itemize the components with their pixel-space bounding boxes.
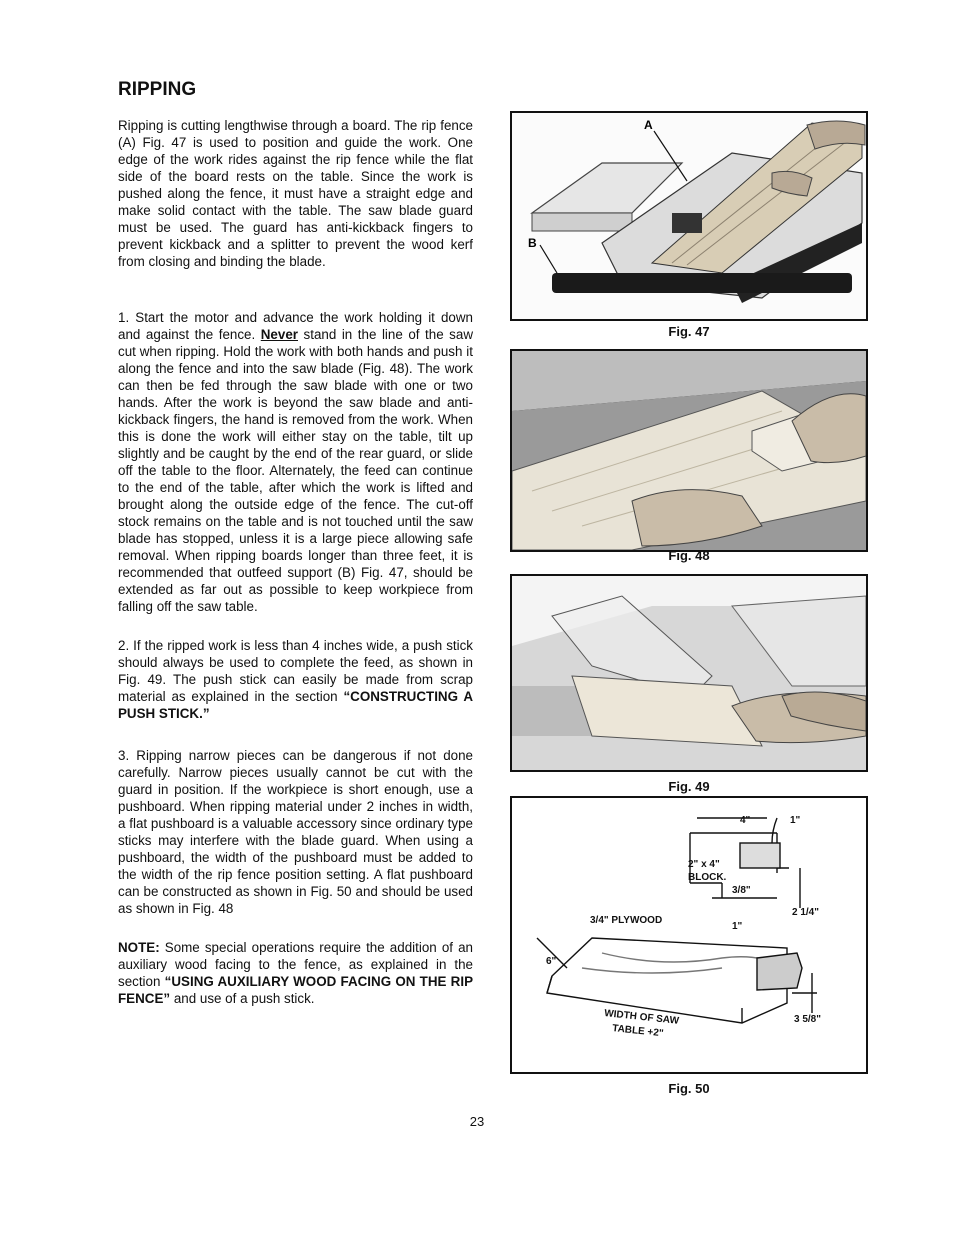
note-text-a: Some special operations require the addition of an auxiliary wood facing to the fence, as explained in the section	[118, 940, 473, 989]
note-label: NOTE:	[118, 940, 160, 955]
label-a: A	[644, 118, 653, 132]
dim-6-inch: 6"	[546, 956, 557, 967]
step-3-paragraph: 3. Ripping narrow pieces can be dangerous if not done carefully. Narrow pieces usually cannot be cut with the guard in position. If the workpiece is short enough, use a pushboard. When ripping material under 2 inches in width, a flat pushboard is a valuable accessory since ordinary type sticks may interfere with the blade guard. When using a pushboard, the width of the pushboard must be added to the width of the rip fence position setting. A flat pushboard can be constructed as shown in Fig. 50 and should be used as shown in Fig. 48	[118, 748, 473, 916]
figure-49-photo	[510, 574, 868, 772]
pushboard-construction-drawing	[512, 798, 866, 1072]
step-2-text: 2. If the ripped work is less than 4 inches wide, a push stick should always be used to complete the feed, as shown in Fig. 49. The push stick can easily be made from scrap material as explained in the section	[118, 638, 473, 704]
figure-49-caption: Fig. 49	[668, 779, 710, 794]
intro-paragraph: Ripping is cutting lengthwise through a board. The rip fence (A) Fig. 47 is used to position and guide the work. One edge of the work rides against the rip fence while the flat side of the board rests on the table. Since the work is pushed along the fence, it must have a straight edge and make solid contact with the table. The saw blade guard must be used. The guard has anti-kickback fingers to prevent kickback and a splitter to prevent the wood kerf from closing and binding the blade.	[118, 118, 473, 269]
ripping-with-pushboard-photo	[512, 351, 866, 550]
dim-3-5-8-inch: 3 5/8"	[794, 1014, 821, 1025]
note-text-b: and use of a push stick.	[170, 991, 315, 1006]
page-heading: RIPPING	[118, 79, 197, 100]
block-label: BLOCK.	[688, 872, 727, 883]
page-number: 23	[469, 1114, 485, 1129]
figure-50-diagram	[510, 796, 868, 1074]
label-b: B	[528, 236, 537, 250]
step-1-paragraph	[118, 309, 473, 615]
step-1-text-b: stand in the line of the saw cut when ripping. Hold the work with both hands and push it along the fence and into the saw blade (Fig. 48). The work can then be fed through the saw blade with one or two hands. After the work is beyond the saw blade and anti-kickback fingers, the hand is removed from the work. When this is done the work will either stay on the table, tilt up slightly and be caught by the end of the rear guard, or slide off the table to the floor. Alternately, the feed can continue to the end of the table, after which the work is lifted and brought along the outside edge of the fence. The cut-off stock remains on the table and is not touched until the saw blade has stopped, unless it is a large piece allowing safe removal. When ripping boards longer than three feet, it is recommended that outfeed support (B) Fig. 47, should be extended as far out as possible to keep workpiece from falling off the saw table.	[118, 327, 473, 614]
dim-3-8-inch: 3/8"	[732, 885, 751, 896]
width-of-saw-label: WIDTH OF SAW	[603, 1008, 680, 1027]
figure-48-caption: Fig. 48	[668, 548, 710, 563]
block-size-label: 2" x 4"	[688, 859, 720, 870]
dim-1-inch-side: 1"	[732, 921, 743, 932]
table-plus-2-label: TABLE +2"	[611, 1023, 665, 1040]
figure-47-photo	[510, 111, 868, 321]
wood-facing-section-ref: “USING AUXILIARY WOOD FACING ON THE RIP FENCE”	[118, 974, 473, 1006]
plywood-label: 3/4" PLYWOOD	[590, 915, 663, 926]
figure-48-photo	[510, 349, 868, 552]
never-emphasis: Never	[260, 327, 298, 342]
dim-4-inch: 4"	[740, 815, 751, 826]
step-2-paragraph	[118, 637, 473, 722]
figure-50-caption: Fig. 50	[668, 1081, 710, 1096]
table-saw-rip-illustration	[512, 113, 866, 319]
dim-2-1-4-inch: 2 1/4"	[792, 907, 819, 918]
dim-1-inch-top: 1"	[790, 815, 801, 826]
push-stick-use-photo	[512, 576, 866, 770]
step-1-text-a: 1. Start the motor and advance the work holding it down and against the fence.	[118, 310, 473, 342]
push-stick-section-ref: “CONSTRUCTING A PUSH STICK.”	[118, 689, 473, 721]
note-paragraph	[118, 939, 473, 1007]
figure-47-caption: Fig. 47	[668, 324, 710, 339]
